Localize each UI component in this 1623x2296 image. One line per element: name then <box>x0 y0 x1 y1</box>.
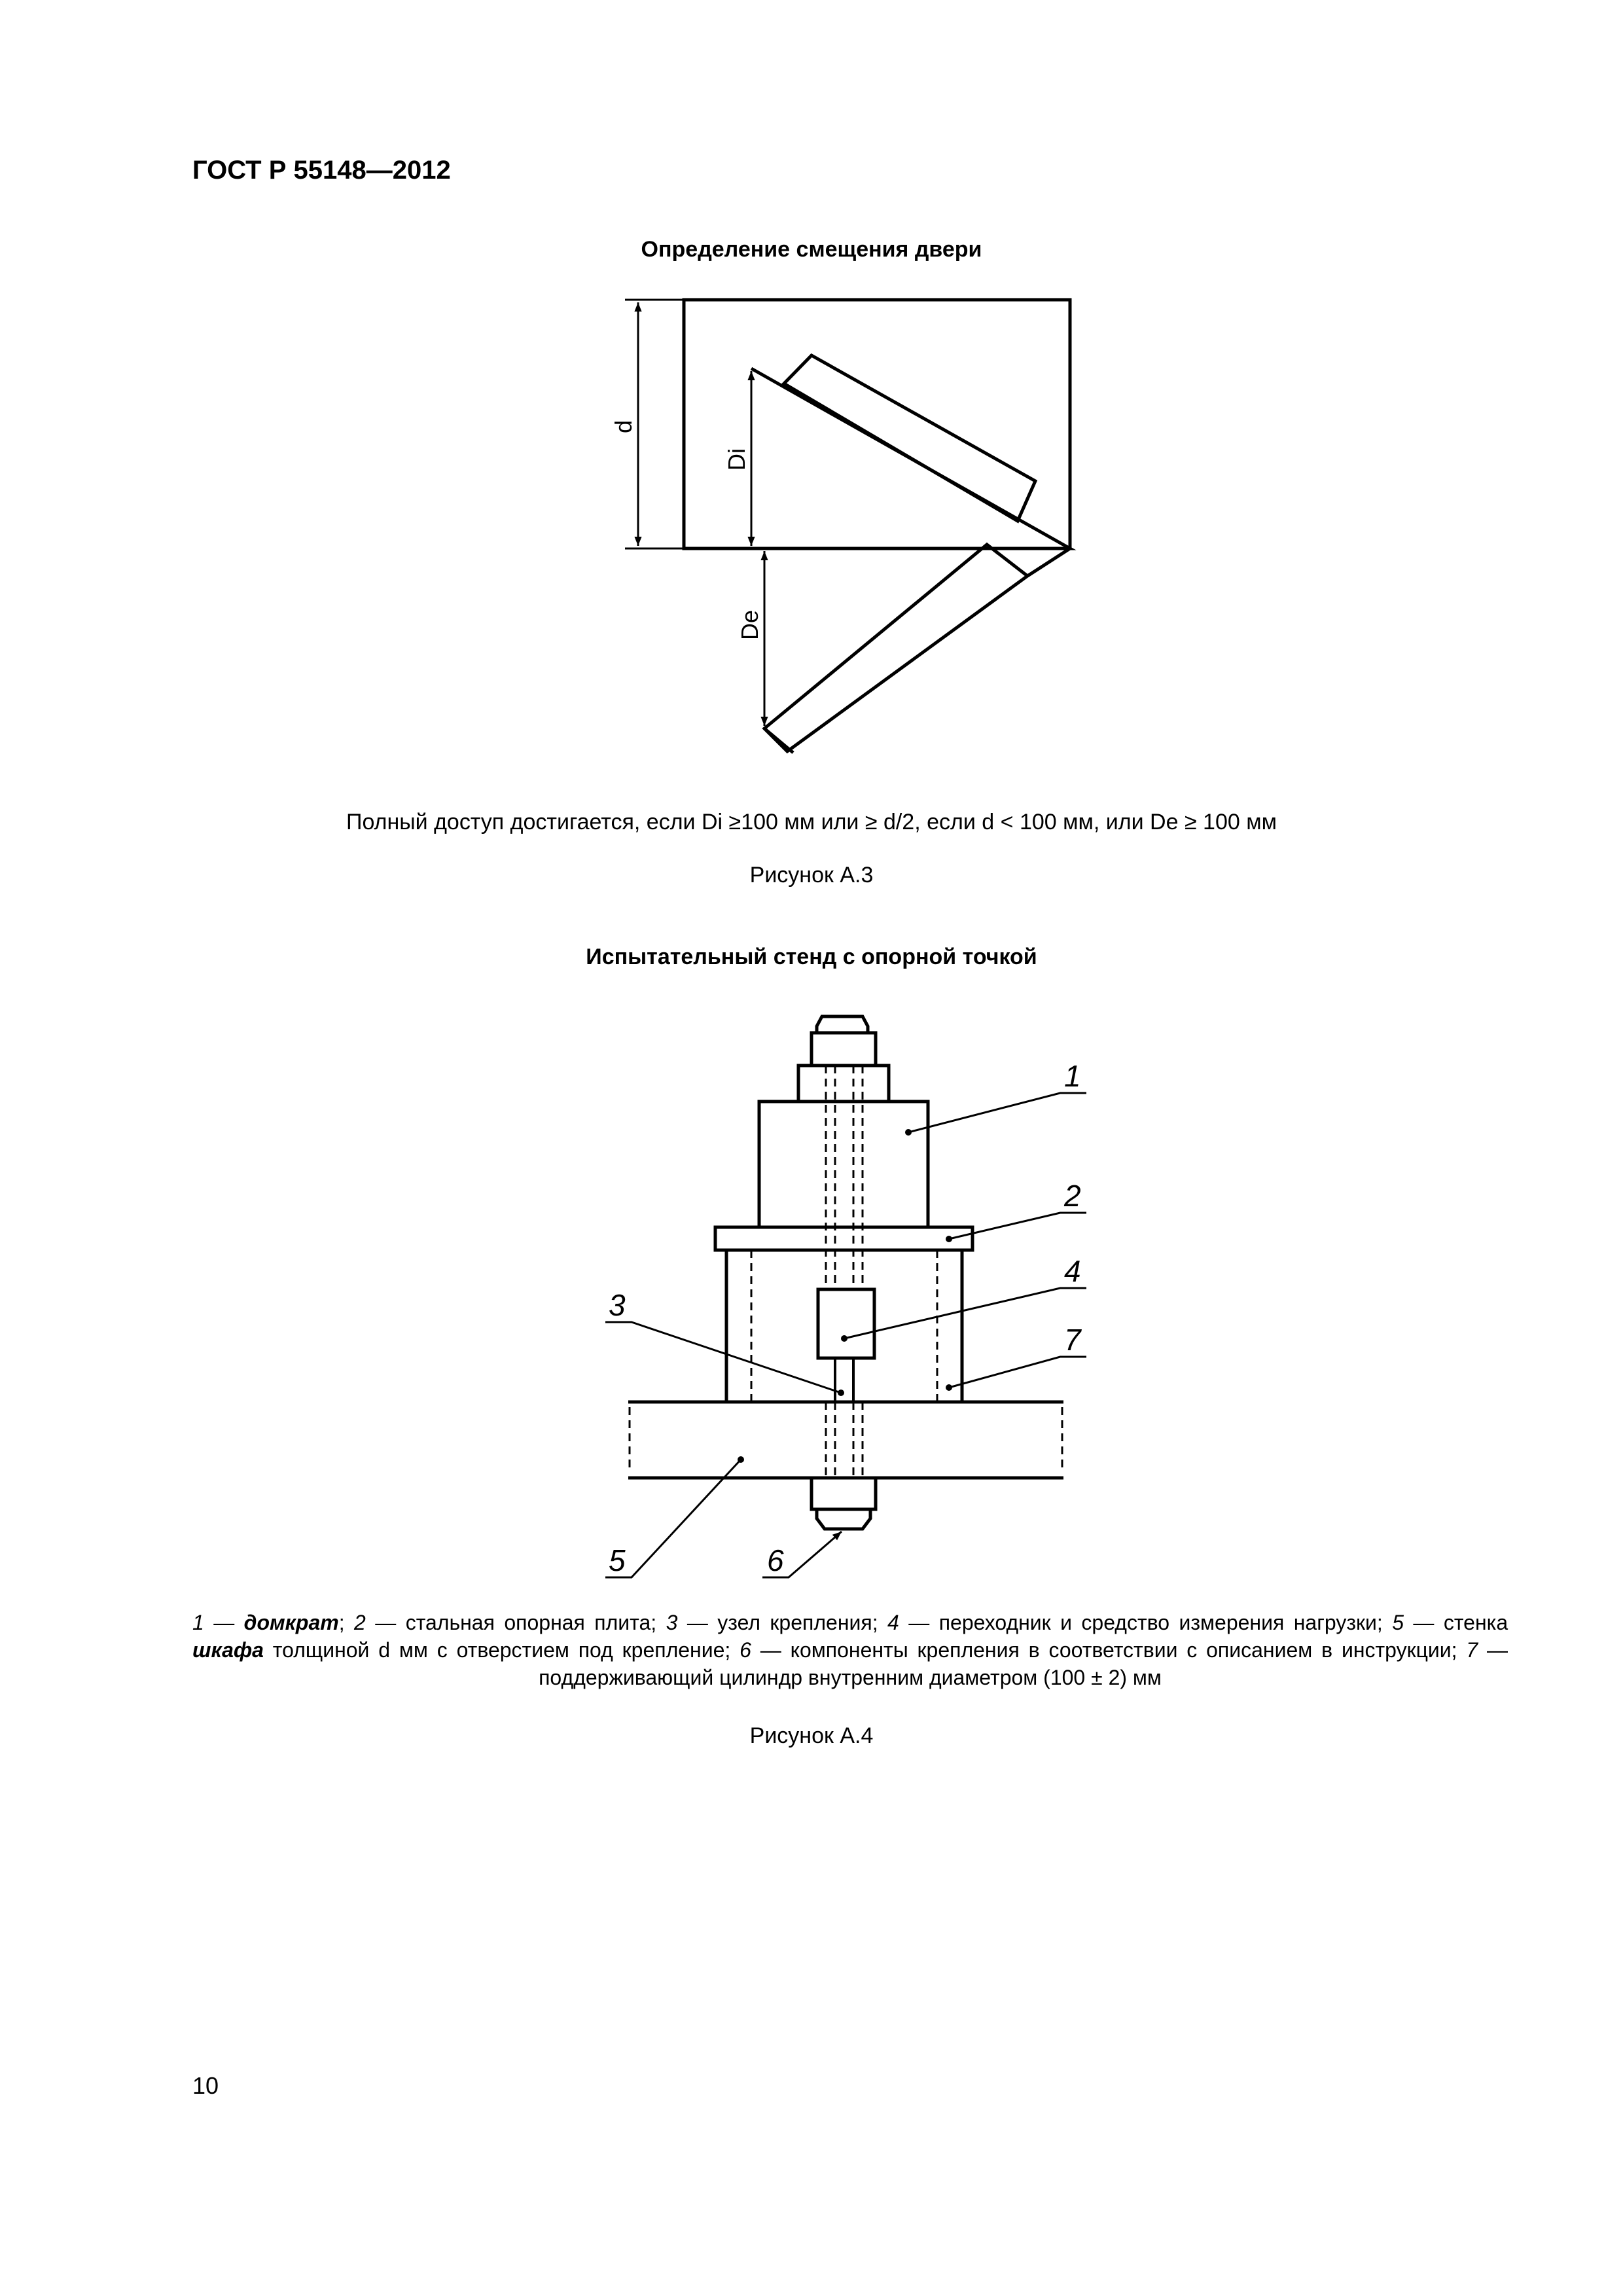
figure-a4-drawing <box>628 1016 1063 1529</box>
steel-plate <box>715 1227 972 1250</box>
figure-a4-hidden-lines <box>630 1066 1062 1478</box>
legend-item-6: 6 — компоненты крепления в соответствии с описанием в инструкции; <box>740 1638 1467 1662</box>
legend-item-1: 1 — домкрат; <box>192 1611 355 1634</box>
legend-item-4: 4 — переходник и средство измерения нагрузки; <box>887 1611 1393 1634</box>
callout-7: 7 <box>1064 1323 1081 1357</box>
figure-a4-leaders <box>605 1093 1086 1577</box>
leader-3 <box>605 1322 841 1393</box>
legend-item-7: 7 — поддерживающий цилиндр внутренним диаметром (100 ± 2) мм <box>539 1638 1508 1689</box>
callout-4: 4 <box>1064 1254 1081 1288</box>
leader-7 <box>949 1357 1086 1388</box>
top-nut <box>812 1033 876 1066</box>
legend-item-2: 2 — стальная опорная плита; <box>354 1611 666 1634</box>
top-washer <box>798 1066 889 1102</box>
figure-a4-caption: Рисунок А.4 <box>749 1723 874 1748</box>
label-de: De <box>736 609 763 641</box>
callout-3: 3 <box>609 1288 626 1322</box>
figure-a3-drawing <box>625 300 1070 753</box>
load-cell <box>818 1289 874 1358</box>
leader-1 <box>908 1093 1086 1132</box>
label-di: Di <box>723 448 750 471</box>
bolt-top-tip <box>817 1016 868 1033</box>
figure-a3-title: Определение смещения двери <box>641 237 982 262</box>
figure-a3-dimensions <box>638 302 764 726</box>
support-cylinder <box>726 1250 962 1402</box>
callout-5: 5 <box>609 1543 626 1577</box>
inner-door-panel <box>784 355 1035 521</box>
figure-a4-title: Испытательный стенд с опорной точкой <box>586 944 1037 969</box>
callout-6: 6 <box>767 1543 784 1577</box>
document-code: ГОСТ Р 55148—2012 <box>192 156 451 185</box>
callout-2: 2 <box>1064 1179 1081 1213</box>
label-d: d <box>610 420 637 434</box>
figure-a4-legend <box>192 1609 1508 1691</box>
legend-item-5: 5 — стенка шкафа толщиной d мм с отверстием под крепление; <box>192 1611 1508 1662</box>
bottom-nut <box>812 1478 876 1509</box>
figure-a4-rod <box>835 1358 853 1402</box>
cabinet-outline <box>684 300 1070 548</box>
figure-a4-leader-dots <box>738 1129 952 1463</box>
bolt-bottom-tip <box>817 1509 870 1529</box>
legend-item-3: 3 — узел крепления; <box>666 1611 888 1634</box>
callout-1: 1 <box>1064 1059 1081 1093</box>
figure-a3-note: Полный доступ достигается, если Di ≥100 мм или ≥ d/2, если d < 100 мм, или De ≥ 100 мм <box>346 810 1277 834</box>
jack <box>759 1102 928 1227</box>
figure-a3-caption: Рисунок А.3 <box>749 863 874 888</box>
outer-door-panel <box>764 545 1027 751</box>
leader-4 <box>844 1288 1086 1338</box>
page-number: 10 <box>192 2072 219 2099</box>
